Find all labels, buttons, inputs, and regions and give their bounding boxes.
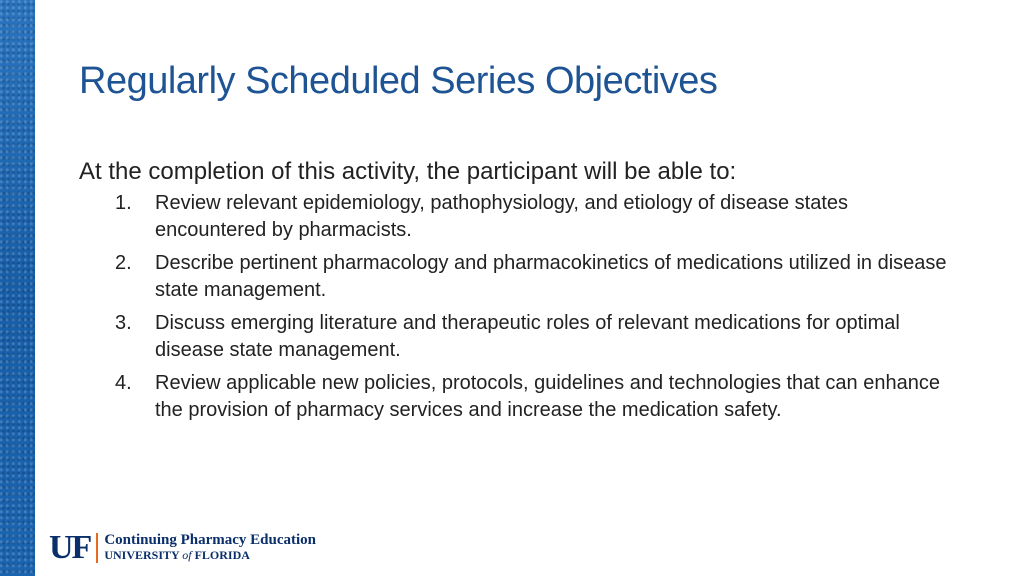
logo-divider [96,533,98,563]
decorative-side-bar [0,0,35,576]
uf-logo-mark: UF [49,529,91,566]
uf-cpe-logo [49,530,316,566]
university-name [104,548,316,563]
university-name-pre: UNIVERSITY [104,548,180,562]
list-item [79,190,959,244]
list-item-text: Review applicable new policies, protocols, guidelines and technologies that can enhance the provision of pharmacy services and increase the medication safety. [155,372,940,421]
list-item [79,370,959,424]
list-item-number: 1. [115,192,132,214]
list-item-text: Discuss emerging literature and therapeutic roles of relevant medications for optimal disease state management. [155,312,900,361]
university-name-post: FLORIDA [194,548,250,562]
intro-text: At the completion of this activity, the participant will be able to: [79,158,737,185]
university-name-of: of [182,548,192,562]
page-title: Regularly Scheduled Series Objectives [79,60,718,102]
objectives-list [79,190,959,424]
list-item-text: Describe pertinent pharmacology and pharmacokinetics of medications utilized in disease state management. [155,252,947,301]
list-item-number: 2. [115,252,132,274]
list-item-text: Review relevant epidemiology, pathophysiology, and etiology of disease states encountered by pharmacists. [155,192,849,241]
list-item [79,250,959,304]
logo-text [104,533,316,563]
org-name: Continuing Pharmacy Education [104,532,317,548]
slide-body [79,156,959,430]
list-item-number: 4. [115,372,132,394]
list-item [79,310,959,364]
list-item-number: 3. [115,312,132,334]
